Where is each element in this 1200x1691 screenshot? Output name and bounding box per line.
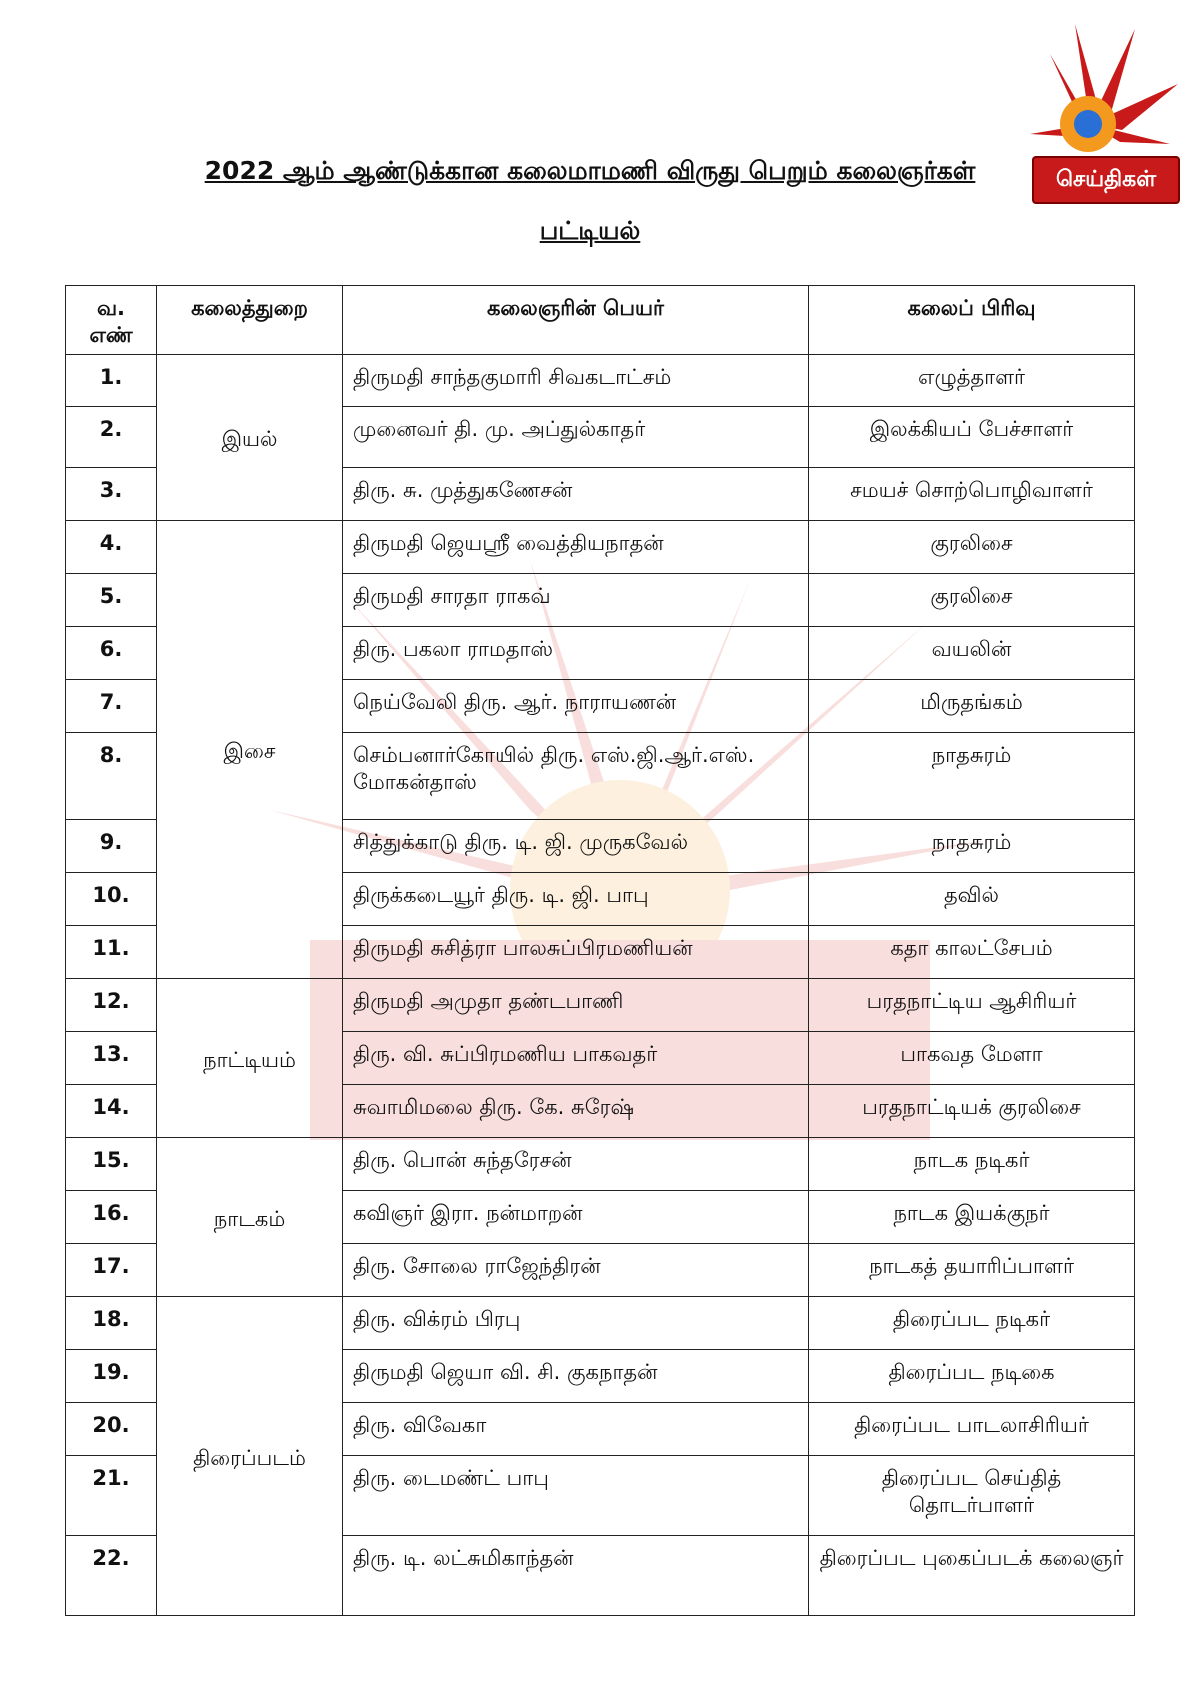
table-row [66, 979, 1135, 1032]
row-number: 2. [66, 407, 157, 468]
art-category: இலக்கியப் பேச்சாளர் [809, 407, 1135, 468]
art-category: திரைப்பட பாடலாசிரியர் [809, 1403, 1135, 1456]
artist-name: திருமதி ஜெயா வி. சி. குகநாதன் [343, 1350, 809, 1403]
art-category: குரலிசை [809, 521, 1135, 574]
row-number: 13. [66, 1032, 157, 1085]
header-artist-name: கலைஞரின் பெயர் [343, 286, 809, 355]
row-number: 15. [66, 1138, 157, 1191]
art-category: நாதசுரம் [809, 733, 1135, 820]
art-category: திரைப்பட செய்தித் தொடர்பாளர் [809, 1456, 1135, 1536]
row-number: 18. [66, 1297, 157, 1350]
art-category: நாடக நடிகர் [809, 1138, 1135, 1191]
table-row [66, 1297, 1135, 1350]
artist-name: செம்பனார்கோயில் திரு. எஸ்.ஜி.ஆர்.எஸ். மோகன்தாஸ் [343, 733, 809, 820]
department-cell: திரைப்படம் [157, 1297, 343, 1616]
art-category: பரதநாட்டிய ஆசிரியர் [809, 979, 1135, 1032]
header-department: கலைத்துறை [157, 286, 343, 355]
art-category: குரலிசை [809, 574, 1135, 627]
row-number: 19. [66, 1350, 157, 1403]
row-number: 12. [66, 979, 157, 1032]
art-category: வயலின் [809, 627, 1135, 680]
row-number: 10. [66, 873, 157, 926]
art-category: கதா காலட்சேபம் [809, 926, 1135, 979]
art-category: திரைப்பட நடிகை [809, 1350, 1135, 1403]
artist-name: திருமதி சுசித்ரா பாலசுப்பிரமணியன் [343, 926, 809, 979]
artist-name: திரு. டி. லட்சுமிகாந்தன் [343, 1536, 809, 1616]
department-cell: நாடகம் [157, 1138, 343, 1297]
row-number: 14. [66, 1085, 157, 1138]
row-number: 1. [66, 355, 157, 407]
artist-name: சுவாமிமலை திரு. கே. சுரேஷ் [343, 1085, 809, 1138]
artist-name: முனைவர் தி. மு. அப்துல்காதர் [343, 407, 809, 468]
artist-name: திரு. பொன் சுந்தரேசன் [343, 1138, 809, 1191]
artist-name: நெய்வேலி திரு. ஆர். நாராயணன் [343, 680, 809, 733]
row-number: 21. [66, 1456, 157, 1536]
department-cell: நாட்டியம் [157, 979, 343, 1138]
row-number: 8. [66, 733, 157, 820]
artist-name: திரு. சோலை ராஜேந்திரன் [343, 1244, 809, 1297]
table-header-row [66, 286, 1135, 355]
page-subtitle: பட்டியல் [539, 216, 641, 245]
artist-name: திருமதி சாரதா ராகவ் [343, 574, 809, 627]
department-cell: இயல் [157, 355, 343, 521]
art-category: திரைப்பட புகைப்படக் கலைஞர் [809, 1536, 1135, 1616]
art-category: நாடகத் தயாரிப்பாளர் [809, 1244, 1135, 1297]
artist-name: திரு. விவேகா [343, 1403, 809, 1456]
row-number: 4. [66, 521, 157, 574]
artist-name: திரு. பகலா ராமதாஸ் [343, 627, 809, 680]
art-category: மிருதங்கம் [809, 680, 1135, 733]
row-number: 22. [66, 1536, 157, 1616]
art-category: பாகவத மேளா [809, 1032, 1135, 1085]
logo-text: செய்திகள் [1032, 156, 1180, 204]
art-category: பரதநாட்டியக் குரலிசை [809, 1085, 1135, 1138]
art-category: சமயச் சொற்பொழிவாளர் [809, 468, 1135, 521]
art-category: தவில் [809, 873, 1135, 926]
header-serial: வ. எண் [66, 286, 157, 355]
department-cell: இசை [157, 521, 343, 979]
artist-name: திரு. டைமண்ட் பாபு [343, 1456, 809, 1536]
art-category: திரைப்பட நடிகர் [809, 1297, 1135, 1350]
awardees-table [65, 285, 1135, 1616]
page-title: 2022 ஆம் ஆண்டுக்கான கலைமாமணி விருது பெறும் கலைஞர்கள் [204, 156, 976, 185]
table-row [66, 355, 1135, 407]
row-number: 3. [66, 468, 157, 521]
table-row [66, 521, 1135, 574]
table-row [66, 1138, 1135, 1191]
row-number: 9. [66, 820, 157, 873]
artist-name: திருமதி அமுதா தண்டபாணி [343, 979, 809, 1032]
artist-name: திருக்கடையூர் திரு. டி. ஜி. பாபு [343, 873, 809, 926]
artist-name: திருமதி ஜெயஸ்ரீ வைத்தியநாதன் [343, 521, 809, 574]
row-number: 7. [66, 680, 157, 733]
artist-name: திருமதி சாந்தகுமாரி சிவகடாட்சம் [343, 355, 809, 407]
art-category: நாடக இயக்குநர் [809, 1191, 1135, 1244]
row-number: 17. [66, 1244, 157, 1297]
row-number: 11. [66, 926, 157, 979]
artist-name: திரு. விக்ரம் பிரபு [343, 1297, 809, 1350]
row-number: 5. [66, 574, 157, 627]
art-category: எழுத்தாளர் [809, 355, 1135, 407]
header-category: கலைப் பிரிவு [809, 286, 1135, 355]
artist-name: திரு. வி. சுப்பிரமணிய பாகவதர் [343, 1032, 809, 1085]
art-category: நாதசுரம் [809, 820, 1135, 873]
artist-name: கவிஞர் இரா. நன்மாறன் [343, 1191, 809, 1244]
row-number: 16. [66, 1191, 157, 1244]
row-number: 20. [66, 1403, 157, 1456]
row-number: 6. [66, 627, 157, 680]
artist-name: சித்துக்காடு திரு. டி. ஜி. முருகவேல் [343, 820, 809, 873]
artist-name: திரு. சு. முத்துகணேசன் [343, 468, 809, 521]
